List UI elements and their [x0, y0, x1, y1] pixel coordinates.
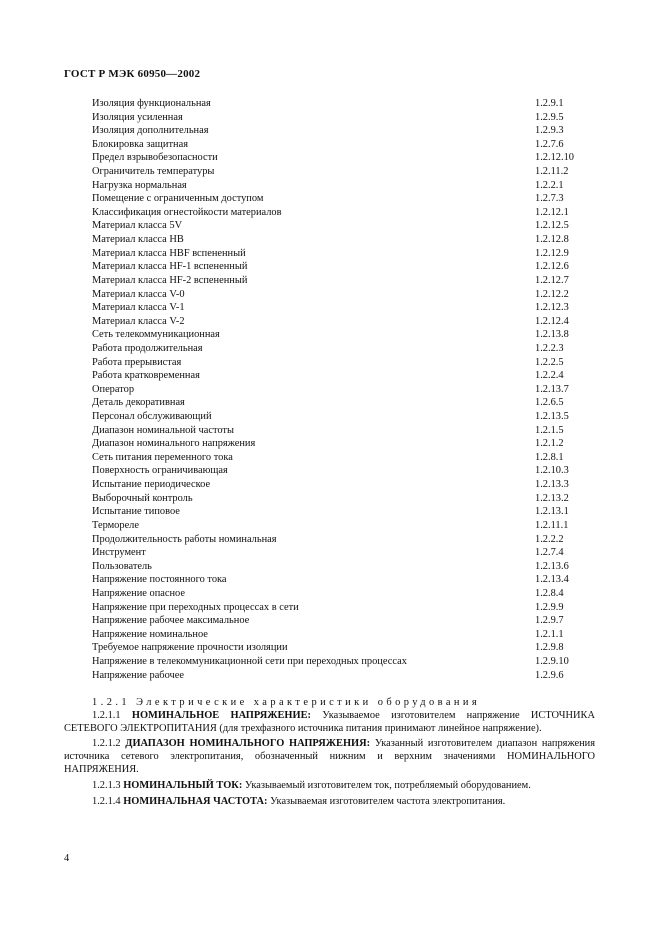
index-row [92, 233, 600, 247]
index-term: Изоляция функциональная [92, 98, 211, 109]
clause-1-2-1-4 [64, 796, 595, 809]
clause-number: 1.2.1.1 [92, 709, 121, 721]
clause-number: 1.2.1.2 [92, 738, 121, 750]
index-ref: 1.2.12.2 [535, 288, 569, 300]
index-term: Сеть питания переменного тока [92, 451, 233, 463]
index-ref: 1.2.1.2 [535, 438, 564, 450]
index-term: Диапазон номинальной частоты [92, 424, 234, 436]
index-row [92, 383, 600, 397]
index-term: Напряжение рабочее [92, 669, 184, 681]
index-row [92, 151, 600, 165]
index-term: Нагрузка нормальная [92, 179, 187, 191]
index-term: Напряжение рабочее максимальное [92, 615, 250, 627]
index-term: Напряжение номинальное [92, 628, 208, 640]
index-ref: 1.2.12.6 [535, 261, 569, 273]
index-ref: 1.2.9.7 [535, 615, 564, 627]
index-term: Диапазон номинального напряжения [92, 438, 256, 450]
index-ref: 1.2.13.4 [535, 574, 569, 586]
index-term: Работа прерывистая [92, 356, 182, 368]
index-row [92, 179, 600, 193]
index-term: Материал класса HB [92, 234, 184, 246]
index-ref: 1.2.9.10 [535, 655, 569, 667]
index-ref: 1.2.7.6 [535, 138, 564, 150]
clause-1-2-1-2 [64, 738, 595, 776]
index-term: Инструмент [92, 547, 146, 559]
index-ref: 1.2.12.9 [535, 247, 569, 259]
index-term: Материал класса V-0 [92, 288, 185, 300]
index-term: Деталь декоративная [92, 397, 185, 409]
index-ref: 1.2.9.3 [535, 125, 564, 137]
clause-1-2-1-3 [64, 780, 595, 793]
index-ref: 1.2.12.7 [535, 274, 569, 286]
index-ref: 1.2.2.4 [535, 370, 564, 382]
index-row [92, 247, 600, 261]
index-term: Пользователь [92, 560, 152, 572]
index-ref: 1.2.7.3 [535, 193, 564, 205]
index-ref: 1.2.13.1 [535, 506, 569, 518]
index-ref: 1.2.1.5 [535, 424, 564, 436]
index-row [92, 315, 600, 329]
index-row [92, 124, 600, 138]
index-row [92, 601, 600, 615]
index-term: Персонал обслуживающий [92, 411, 212, 423]
index-term: Требуемое напряжение прочности изоляции [92, 642, 288, 654]
index-ref: 1.2.13.6 [535, 560, 569, 572]
clause-term: НОМИНАЛЬНЫЙ ТОК: [123, 779, 243, 791]
index-term: Помещение с ограниченным доступом [92, 193, 264, 205]
index-term: Напряжение опасное [92, 587, 185, 599]
index-ref: 1.2.13.8 [535, 329, 569, 341]
index-term: Материал класса HF-2 вспененный [92, 274, 248, 286]
index-ref: 1.2.11.2 [535, 166, 569, 178]
index-row [92, 356, 600, 370]
index-row [92, 97, 600, 111]
index-row [92, 274, 600, 288]
index-row [92, 614, 600, 628]
index-term: Испытание периодическое [92, 479, 211, 491]
clause-text: Указываемый изготовителем ток, потребляемый оборудованием. [244, 779, 531, 791]
term-index-list [92, 97, 600, 682]
clause-term: НОМИНАЛЬНОЕ НАПРЯЖЕНИЕ: [131, 709, 311, 721]
index-term: Термореле [92, 519, 139, 531]
index-ref: 1.2.8.1 [535, 451, 564, 463]
index-row [92, 288, 600, 302]
index-row [92, 492, 600, 506]
index-term: Напряжение при переходных процессах в сети [92, 601, 299, 613]
index-term: Работа продолжительная [92, 342, 203, 354]
index-ref: 1.2.12.10 [535, 152, 574, 164]
clause-text: Указываемая изготовителем частота электропитания. [270, 795, 506, 807]
index-row [92, 587, 600, 601]
index-ref: 1.2.1.1 [535, 628, 564, 640]
index-term: Работа кратковременная [92, 370, 200, 382]
index-term: Продолжительность работы номинальная [92, 533, 277, 545]
index-term: Ограничитель температуры [92, 166, 215, 178]
index-row [92, 464, 600, 478]
index-row [92, 641, 600, 655]
index-ref: 1.2.12.5 [535, 220, 569, 232]
index-ref: 1.2.2.2 [535, 533, 564, 545]
index-term: Напряжение постоянного тока [92, 574, 227, 586]
index-ref: 1.2.2.3 [535, 342, 564, 354]
section-heading: 1.2.1 Электрические характеристики оборудования [92, 697, 481, 708]
index-ref: 1.2.9.6 [535, 669, 564, 681]
index-row [92, 111, 600, 125]
index-term: Предел взрывобезопасности [92, 152, 218, 164]
index-row [92, 328, 600, 342]
index-ref: 1.2.9.9 [535, 601, 564, 613]
index-ref: 1.2.2.1 [535, 179, 564, 191]
index-row [92, 369, 600, 383]
index-term: Материал класса V-1 [92, 302, 185, 314]
index-term: Сеть телекоммуникационная [92, 329, 220, 341]
index-ref: 1.2.12.3 [535, 302, 569, 314]
index-row [92, 260, 600, 274]
index-term: Испытание типовое [92, 506, 180, 518]
index-row [92, 533, 600, 547]
index-ref: 1.2.12.1 [535, 206, 569, 218]
index-row [92, 165, 600, 179]
index-term: Материал класса HF-1 вспененный [92, 261, 248, 273]
document-header: ГОСТ Р МЭК 60950—2002 [64, 68, 201, 80]
index-row [92, 628, 600, 642]
index-ref: 1.2.13.5 [535, 411, 569, 423]
index-ref: 1.2.9.1 [535, 98, 564, 109]
index-ref: 1.2.11.1 [535, 519, 569, 531]
page-number: 4 [64, 853, 70, 864]
index-row [92, 192, 600, 206]
index-row [92, 342, 600, 356]
index-row [92, 138, 600, 152]
clause-number: 1.2.1.4 [92, 795, 121, 807]
index-row [92, 519, 600, 533]
clause-term: НОМИНАЛЬНАЯ ЧАСТОТА: [123, 795, 268, 807]
index-ref: 1.2.13.7 [535, 383, 569, 395]
index-row [92, 219, 600, 233]
section-body [64, 697, 595, 808]
index-ref: 1.2.9.5 [535, 111, 564, 123]
index-term: Классификация огнестойкости материалов [92, 206, 282, 218]
index-row [92, 655, 600, 669]
index-row [92, 410, 600, 424]
index-ref: 1.2.13.2 [535, 492, 569, 504]
index-ref: 1.2.8.4 [535, 587, 564, 599]
index-term: Выборочный контроль [92, 492, 193, 504]
index-term: Напряжение в телекоммуникационной сети при переходных процессах [92, 655, 407, 667]
index-row [92, 560, 600, 574]
clause-term: ДИАПАЗОН НОМИНАЛЬНОГО НАПРЯЖЕНИЯ: [125, 738, 371, 750]
index-ref: 1.2.12.8 [535, 234, 569, 246]
index-term: Оператор [92, 383, 135, 395]
index-row [92, 451, 600, 465]
clause-number: 1.2.1.3 [92, 779, 121, 791]
clause-text: Указываемое изготовителем напряжение ИСТОЧНИКА СЕТЕВОГО ЭЛЕКТРОПИТАНИЯ (для трехфазного источника питания принимают линейное напряжение). [64, 709, 595, 734]
index-row [92, 505, 600, 519]
index-row [92, 478, 600, 492]
index-term: Изоляция усиленная [92, 111, 183, 123]
index-row [92, 573, 600, 587]
index-term: Блокировка защитная [92, 138, 188, 150]
clause-1-2-1-1 [64, 710, 595, 736]
index-term: Материал класса V-2 [92, 315, 185, 327]
index-row [92, 437, 600, 451]
index-term: Поверхность ограничивающая [92, 465, 228, 477]
index-row [92, 396, 600, 410]
index-row [92, 301, 600, 315]
index-term: Материал класса HBF вспененный [92, 247, 246, 259]
index-row [92, 546, 600, 560]
index-term: Материал класса 5V [92, 220, 183, 232]
clause-text: Указанный изготовителем диапазон напряжения источника сетевого электропитания, обозначенный нижним и верхним значениями НОМИНАЛЬНОГО НАПРЯЖЕНИЯ. [64, 738, 595, 775]
index-row [92, 424, 600, 438]
index-ref: 1.2.2.5 [535, 356, 564, 368]
index-term: Изоляция дополнительная [92, 125, 209, 137]
index-ref: 1.2.6.5 [535, 397, 564, 409]
index-ref: 1.2.7.4 [535, 547, 564, 559]
index-ref: 1.2.9.8 [535, 642, 564, 654]
index-ref: 1.2.13.3 [535, 479, 569, 491]
index-ref: 1.2.12.4 [535, 315, 569, 327]
index-row [92, 206, 600, 220]
index-row [92, 669, 600, 683]
index-ref: 1.2.10.3 [535, 465, 569, 477]
